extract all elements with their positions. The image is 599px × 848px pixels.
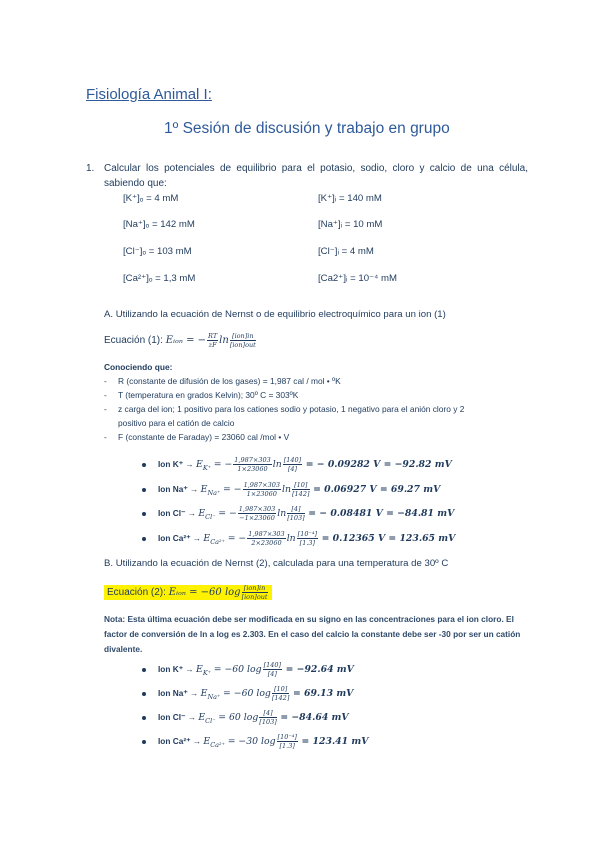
equation-2-lhs: Eᵢₒₙ = −60 log	[168, 587, 241, 599]
result-b-cl: Ion $Cl^- \to E_{Cl^-} = 60$ log $\frac{[4]}{[103]}$ = −84.64 mV	[142, 709, 349, 726]
known-title: Conociendo que:	[104, 362, 173, 372]
eq2-frac-den: [ion]out	[241, 593, 268, 601]
conc-in-cl: [Cl⁻]ᵢ = 4 mM	[318, 246, 374, 257]
equation-1-label: Ecuación (1):	[104, 335, 166, 347]
conc-in-ca: [Ca2⁺]ᵢ = 10⁻⁴ mM	[318, 273, 397, 284]
conc-in-na: [Na⁺]ᵢ = 10 mM	[318, 219, 383, 230]
result-b-na: Ion $Na^+ \to E_{Na^+} = -60$ log $\frac{[10]}{[142]}$ = 69.13 mV	[142, 685, 353, 702]
known-item: - z carga del ion; 1 positivo para los cationes sodio y potasio, 1 negativo para el anión cloro y 2	[104, 404, 465, 414]
result-b-k: Ion $K^+ \to E_{K^+} = -60$ log $\frac{[140]}{[4]}$ = −92.64 mV	[142, 661, 354, 678]
bullet-icon	[142, 668, 146, 672]
eq1-frac-den: zF	[208, 341, 217, 349]
conc-in-k: [K⁺]ᵢ = 140 mM	[318, 193, 382, 204]
known-item: - T (temperatura en grados Kelvin); 30º C = 303ºK	[104, 390, 299, 400]
known-item-continued: positivo para el catión de calcio	[118, 418, 235, 428]
eq2-frac-num: [ion]in	[242, 584, 268, 593]
bullet-icon	[142, 537, 146, 541]
bullet-icon	[142, 740, 146, 744]
bullet-icon	[142, 463, 146, 467]
result-a-k: Ion $K^+ \to E_{K^+}$ = − $\frac{1,987\times 303}{1\times 23060}$ ln $\frac{[140]}{[4]}$ = − 0.09282 V = −92.82 mV	[142, 456, 452, 473]
part-a-heading: A. Utilizando la ecuación de Nernst o de equilibrio electroquímico para un ion (1)	[104, 309, 446, 320]
equation-2-label: Ecuación (2):	[107, 587, 169, 599]
eq1-frac2-den: [ion]out	[229, 341, 256, 349]
conc-out-k: [K⁺]ₒ = 4 mM	[123, 193, 179, 204]
known-item: - F (constante de Faraday) = 23060 cal /mol • V	[104, 432, 290, 442]
result-a-cl: Ion $Cl^- \to E_{Cl^-}$ = − $\frac{1,987\times 303}{-1\times 23060}$ ln $\frac{[4]}{[103]}$ = − 0.08481 V = −84.81 mV	[142, 505, 454, 522]
question-text: Calcular los potenciales de equilibrio para el potasio, sodio, cloro y calcio de una célula, sabiendo que:	[104, 163, 528, 189]
eq1-frac-num: RT	[208, 332, 218, 340]
conc-out-ca: [Ca²⁺]ₒ = 1,3 mM	[123, 273, 196, 284]
course-title: Fisiología Animal I:	[86, 86, 212, 103]
eq1-frac2-num: [ion]in	[230, 332, 256, 341]
bullet-icon	[142, 512, 146, 516]
bullet-icon	[142, 716, 146, 720]
question-number: 1.	[86, 163, 95, 174]
known-item: - R (constante de difusión de los gases) = 1,987 cal / mol • ºK	[104, 376, 341, 386]
equation-2	[104, 584, 272, 601]
result-a-ca: Ion $Ca^{2+} \to E_{Ca^{2+}}$ = − $\frac{1,987\times 303}{2\times 23060}$ ln $\frac{\text{[10⁻⁴]}}{[1.3]}$ = 0.12365 V = 123.65 mV	[142, 530, 455, 547]
result-b-ca: Ion $Ca^{2+} \to E_{Ca^{2+}} = -30$ log $\frac{\text{[10⁻⁴]}}{[1.3]}$ = 123.41 mV	[142, 733, 368, 750]
bullet-icon	[142, 488, 146, 492]
result-a-na: Ion $Na^+ \to E_{Na^+}$ = − $\frac{1,987\times 303}{1\times 23060}$ ln $\frac{[10]}{[142]}$ = 0.06927 V = 69.27 mV	[142, 481, 440, 498]
note-text: Nota: Esta última ecuación debe ser modificada en su signo en las concentraciones para el ion cloro. El factor de conversión de ln a log es 2.303. En el caso del calcio la constante debe ser -30 por ser un catión divalente.	[104, 614, 521, 654]
part-b-heading: B. Utilizando la ecuación de Nernst (2), calculada para una temperatura de 30º C	[104, 558, 449, 569]
session-title: 1º Sesión de discusión y trabajo en grupo	[164, 120, 450, 137]
eq1-ln: ln	[219, 335, 229, 347]
conc-out-na: [Na⁺]ₒ = 142 mM	[123, 219, 195, 230]
conc-out-cl: [Cl⁻]ₒ = 103 mM	[123, 246, 192, 257]
equation-1	[104, 332, 257, 349]
bullet-icon	[142, 692, 146, 696]
equation-1-lhs: Eᵢₒₙ = −	[165, 335, 207, 347]
